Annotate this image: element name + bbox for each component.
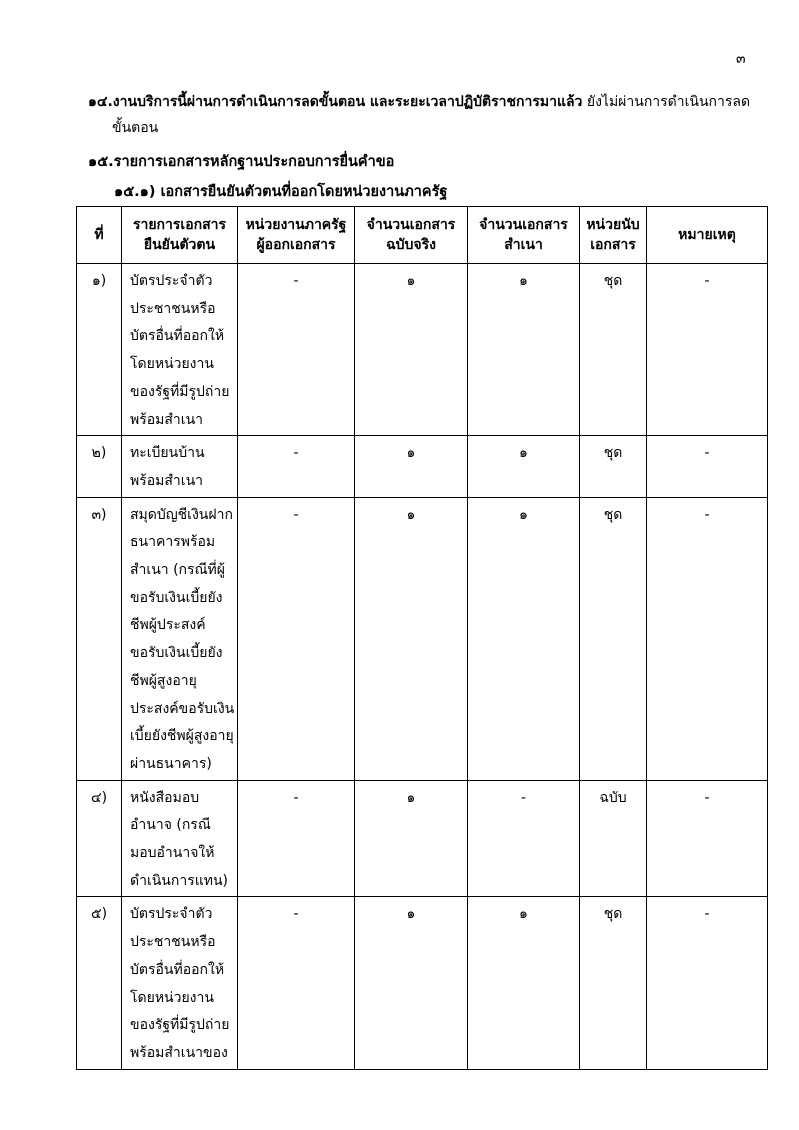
row-no: ๓) bbox=[77, 497, 122, 780]
item-line: หนังสือมอบ bbox=[130, 789, 200, 806]
item-line: ประสงค์ขอรับเงิน bbox=[130, 700, 235, 717]
table-row bbox=[77, 264, 768, 436]
item-line: บัตรอื่นที่ออกให้ bbox=[130, 328, 225, 345]
item-line: บัตรประจำตัว bbox=[130, 273, 213, 289]
page-number: ๓ bbox=[736, 51, 746, 67]
item-line: ประชาชนหรือ bbox=[130, 934, 216, 951]
row-note: - bbox=[647, 436, 768, 497]
item-line: อำนาจ (กรณี bbox=[130, 817, 211, 834]
item-line: สำเนา (กรณีที่ผู้ bbox=[130, 562, 225, 579]
section-15-title: ๑๕.รายการเอกสารหลักฐานประกอบการยื่นคำขอ bbox=[88, 154, 395, 170]
row-copy: - bbox=[468, 780, 580, 897]
row-original: ๑ bbox=[355, 780, 468, 897]
documents-table bbox=[76, 206, 768, 1070]
header-unit: หน่วยนับ เอกสาร bbox=[580, 207, 647, 264]
row-no: ๑) bbox=[77, 264, 122, 436]
item-line: ชีพผู้ประสงค์ bbox=[130, 617, 206, 634]
item-line: ผ่านธนาคาร) bbox=[130, 755, 212, 772]
row-copy: ๑ bbox=[468, 264, 580, 436]
item-line: ขอรับเงินเบี้ยยัง bbox=[130, 589, 223, 606]
section-15-1-title: ๑๕.๑) เอกสารยืนยันตัวตนที่ออกโดยหน่วยงานภาครัฐ bbox=[114, 184, 448, 200]
row-copy: ๑ bbox=[468, 436, 580, 497]
row-original: ๑ bbox=[355, 264, 468, 436]
item-line: เบี้ยยังชีพผู้สูงอายุ bbox=[130, 728, 234, 745]
row-unit: ชุด bbox=[580, 497, 647, 780]
row-original: ๑ bbox=[355, 897, 468, 1069]
row-agency: - bbox=[238, 436, 355, 497]
header-agency: หน่วยงานภาครัฐ ผู้ออกเอกสาร bbox=[238, 207, 355, 264]
item-line: ชีพผู้สูงอายุ bbox=[130, 672, 197, 689]
header-item: รายการเอกสาร ยืนยันตัวตน bbox=[122, 207, 238, 264]
item-line: ของรัฐที่มีรูปถ่าย bbox=[130, 1017, 230, 1034]
item-line: ธนาคารพร้อม bbox=[130, 534, 216, 551]
item-line: พร้อมสำเนาของ bbox=[130, 1044, 228, 1061]
table-row bbox=[77, 780, 768, 897]
item-line: ดำเนินการแทน) bbox=[130, 872, 229, 889]
item-line: สมุดบัญชีเงินฝาก bbox=[130, 506, 233, 523]
item-line: ประชาชนหรือ bbox=[130, 300, 216, 317]
row-agency: - bbox=[238, 497, 355, 780]
row-agency: - bbox=[238, 897, 355, 1069]
row-agency: - bbox=[238, 264, 355, 436]
table-row bbox=[77, 897, 768, 1069]
header-no: ที่ bbox=[77, 207, 122, 264]
row-item bbox=[122, 436, 238, 497]
header-note: หมายเหตุ bbox=[647, 207, 768, 264]
row-copy: ๑ bbox=[468, 497, 580, 780]
item-line: ขอรับเงินเบี้ยยัง bbox=[130, 645, 223, 662]
row-item bbox=[122, 264, 238, 436]
row-no: ๒) bbox=[77, 436, 122, 497]
item-line: พร้อมสำเนา bbox=[130, 411, 204, 428]
section-14-bold-text: ๑๔.งานบริการนี้ผ่านการดำเนินการลดขั้นตอน และระยะเวลาปฏิบัติราชการมาแล้ว bbox=[88, 94, 583, 110]
table-row bbox=[77, 436, 768, 497]
section-14-normal-text: ยังไม่ผ่านการดำเนินการลด bbox=[582, 94, 751, 110]
item-line: โดยหน่วยงาน bbox=[130, 989, 214, 1006]
table-header-row bbox=[77, 207, 768, 264]
row-unit: ฉบับ bbox=[580, 780, 647, 897]
header-copy: จำนวนเอกสาร สำเนา bbox=[468, 207, 580, 264]
item-line: ของรัฐที่มีรูปถ่าย bbox=[130, 383, 230, 400]
item-line: บัตรอื่นที่ออกให้ bbox=[130, 961, 225, 978]
section-14-line2: ขั้นตอน bbox=[112, 120, 159, 136]
row-unit: ชุด bbox=[580, 436, 647, 497]
row-note: - bbox=[647, 780, 768, 897]
header-original: จำนวนเอกสาร ฉบับจริง bbox=[355, 207, 468, 264]
section-14-paragraph bbox=[88, 89, 768, 141]
row-note: - bbox=[647, 264, 768, 436]
row-agency: - bbox=[238, 780, 355, 897]
row-note: - bbox=[647, 497, 768, 780]
row-no: ๕) bbox=[77, 897, 122, 1069]
row-original: ๑ bbox=[355, 497, 468, 780]
row-note: - bbox=[647, 897, 768, 1069]
row-copy: ๑ bbox=[468, 897, 580, 1069]
item-line: มอบอำนาจให้ bbox=[130, 845, 215, 862]
row-original: ๑ bbox=[355, 436, 468, 497]
row-unit: ชุด bbox=[580, 264, 647, 436]
table-row bbox=[77, 497, 768, 780]
item-line: พร้อมสำเนา bbox=[130, 472, 204, 489]
row-item bbox=[122, 897, 238, 1069]
item-line: โดยหน่วยงาน bbox=[130, 356, 214, 373]
row-no: ๔) bbox=[77, 780, 122, 897]
item-line: ทะเบียนบ้าน bbox=[130, 445, 205, 462]
row-unit: ชุด bbox=[580, 897, 647, 1069]
row-item bbox=[122, 780, 238, 897]
row-item bbox=[122, 497, 238, 780]
item-line: บัตรประจำตัว bbox=[130, 906, 213, 923]
